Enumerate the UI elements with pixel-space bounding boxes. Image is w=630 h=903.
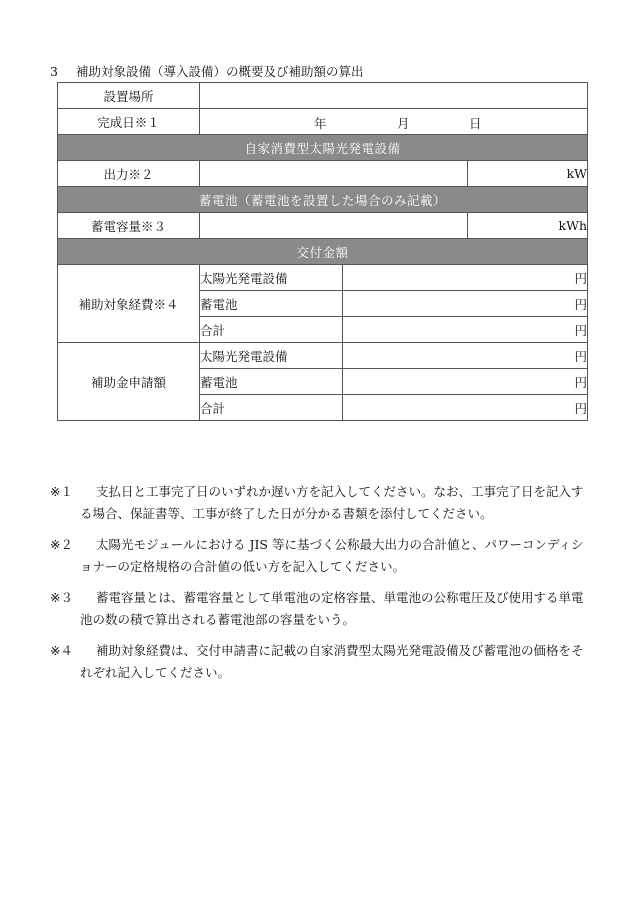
note-text: 補助対象経費は、交付申請書に記載の自家消費型太陽光発電設備及び蓄電池の価格をそれぞれ記入してください。	[80, 643, 584, 680]
solar-section-header: 自家消費型太陽光発電設備	[58, 135, 588, 161]
note-text: 支払日と工事完了日のいずれか遅い方を記入してください。なお、工事完了日を記入する場合、保証書等、工事が終了した日が分かる書類を添付してください。	[80, 484, 584, 521]
battery-header-row	[58, 187, 588, 213]
subsidy-table	[57, 82, 588, 421]
battery-section-header: 蓄電池（蓄電池を設置した場合のみ記載）	[58, 187, 588, 213]
section-heading	[50, 62, 364, 80]
section-title: 補助対象設備（導入設備）の概要及び補助額の算出	[76, 64, 364, 79]
request-solar-label: 太陽光発電設備	[200, 343, 343, 369]
output-row	[58, 161, 588, 187]
grant-header-row	[58, 239, 588, 265]
capacity-input[interactable]	[200, 213, 468, 239]
expense-total-label: 合計	[200, 317, 343, 343]
note-mark: ※３	[50, 590, 73, 605]
note-3	[50, 587, 585, 631]
request-battery-input[interactable]: 円	[343, 369, 588, 395]
output-input[interactable]	[200, 161, 468, 187]
date-year: 年	[314, 116, 327, 131]
note-mark: ※２	[50, 537, 73, 552]
capacity-label: 蓄電容量※３	[58, 213, 200, 239]
expense-solar-label: 太陽光発電設備	[200, 265, 343, 291]
note-2	[50, 534, 585, 578]
expense-battery-label: 蓄電池	[200, 291, 343, 317]
notes	[50, 481, 585, 693]
completion-date-input[interactable]	[200, 109, 588, 135]
location-label: 設置場所	[58, 83, 200, 109]
grant-section-header: 交付金額	[58, 239, 588, 265]
table-row	[58, 265, 588, 291]
solar-header-row	[58, 135, 588, 161]
capacity-unit: kWh	[468, 213, 588, 239]
note-mark: ※１	[50, 484, 73, 499]
request-total-label: 合計	[200, 395, 343, 421]
note-1	[50, 481, 585, 525]
note-mark: ※４	[50, 643, 73, 658]
date-day: 日	[469, 116, 482, 131]
completion-label: 完成日※１	[58, 109, 200, 135]
table-row	[58, 343, 588, 369]
expense-total-input[interactable]: 円	[343, 317, 588, 343]
note-4	[50, 640, 585, 684]
date-month: 月	[397, 116, 410, 131]
location-row	[58, 83, 588, 109]
request-total-input[interactable]: 円	[343, 395, 588, 421]
capacity-row	[58, 213, 588, 239]
location-input[interactable]	[200, 83, 588, 109]
request-battery-label: 蓄電池	[200, 369, 343, 395]
expense-solar-input[interactable]: 円	[343, 265, 588, 291]
output-label: 出力※２	[58, 161, 200, 187]
request-label: 補助金申請額	[58, 343, 200, 421]
expense-battery-input[interactable]: 円	[343, 291, 588, 317]
section-number: 3	[50, 64, 58, 79]
output-unit: kW	[468, 161, 588, 187]
expense-label: 補助対象経費※４	[58, 265, 200, 343]
note-text: 蓄電容量とは、蓄電容量として単電池の定格容量、単電池の公称電圧及び使用する単電池の数の積で算出される蓄電池部の容量をいう。	[80, 590, 584, 627]
note-text: 太陽光モジュールにおける JIS 等に基づく公称最大出力の合計値と、パワーコンディショナーの定格規格の合計値の低い方を記入してください。	[80, 537, 584, 574]
request-solar-input[interactable]: 円	[343, 343, 588, 369]
completion-row	[58, 109, 588, 135]
